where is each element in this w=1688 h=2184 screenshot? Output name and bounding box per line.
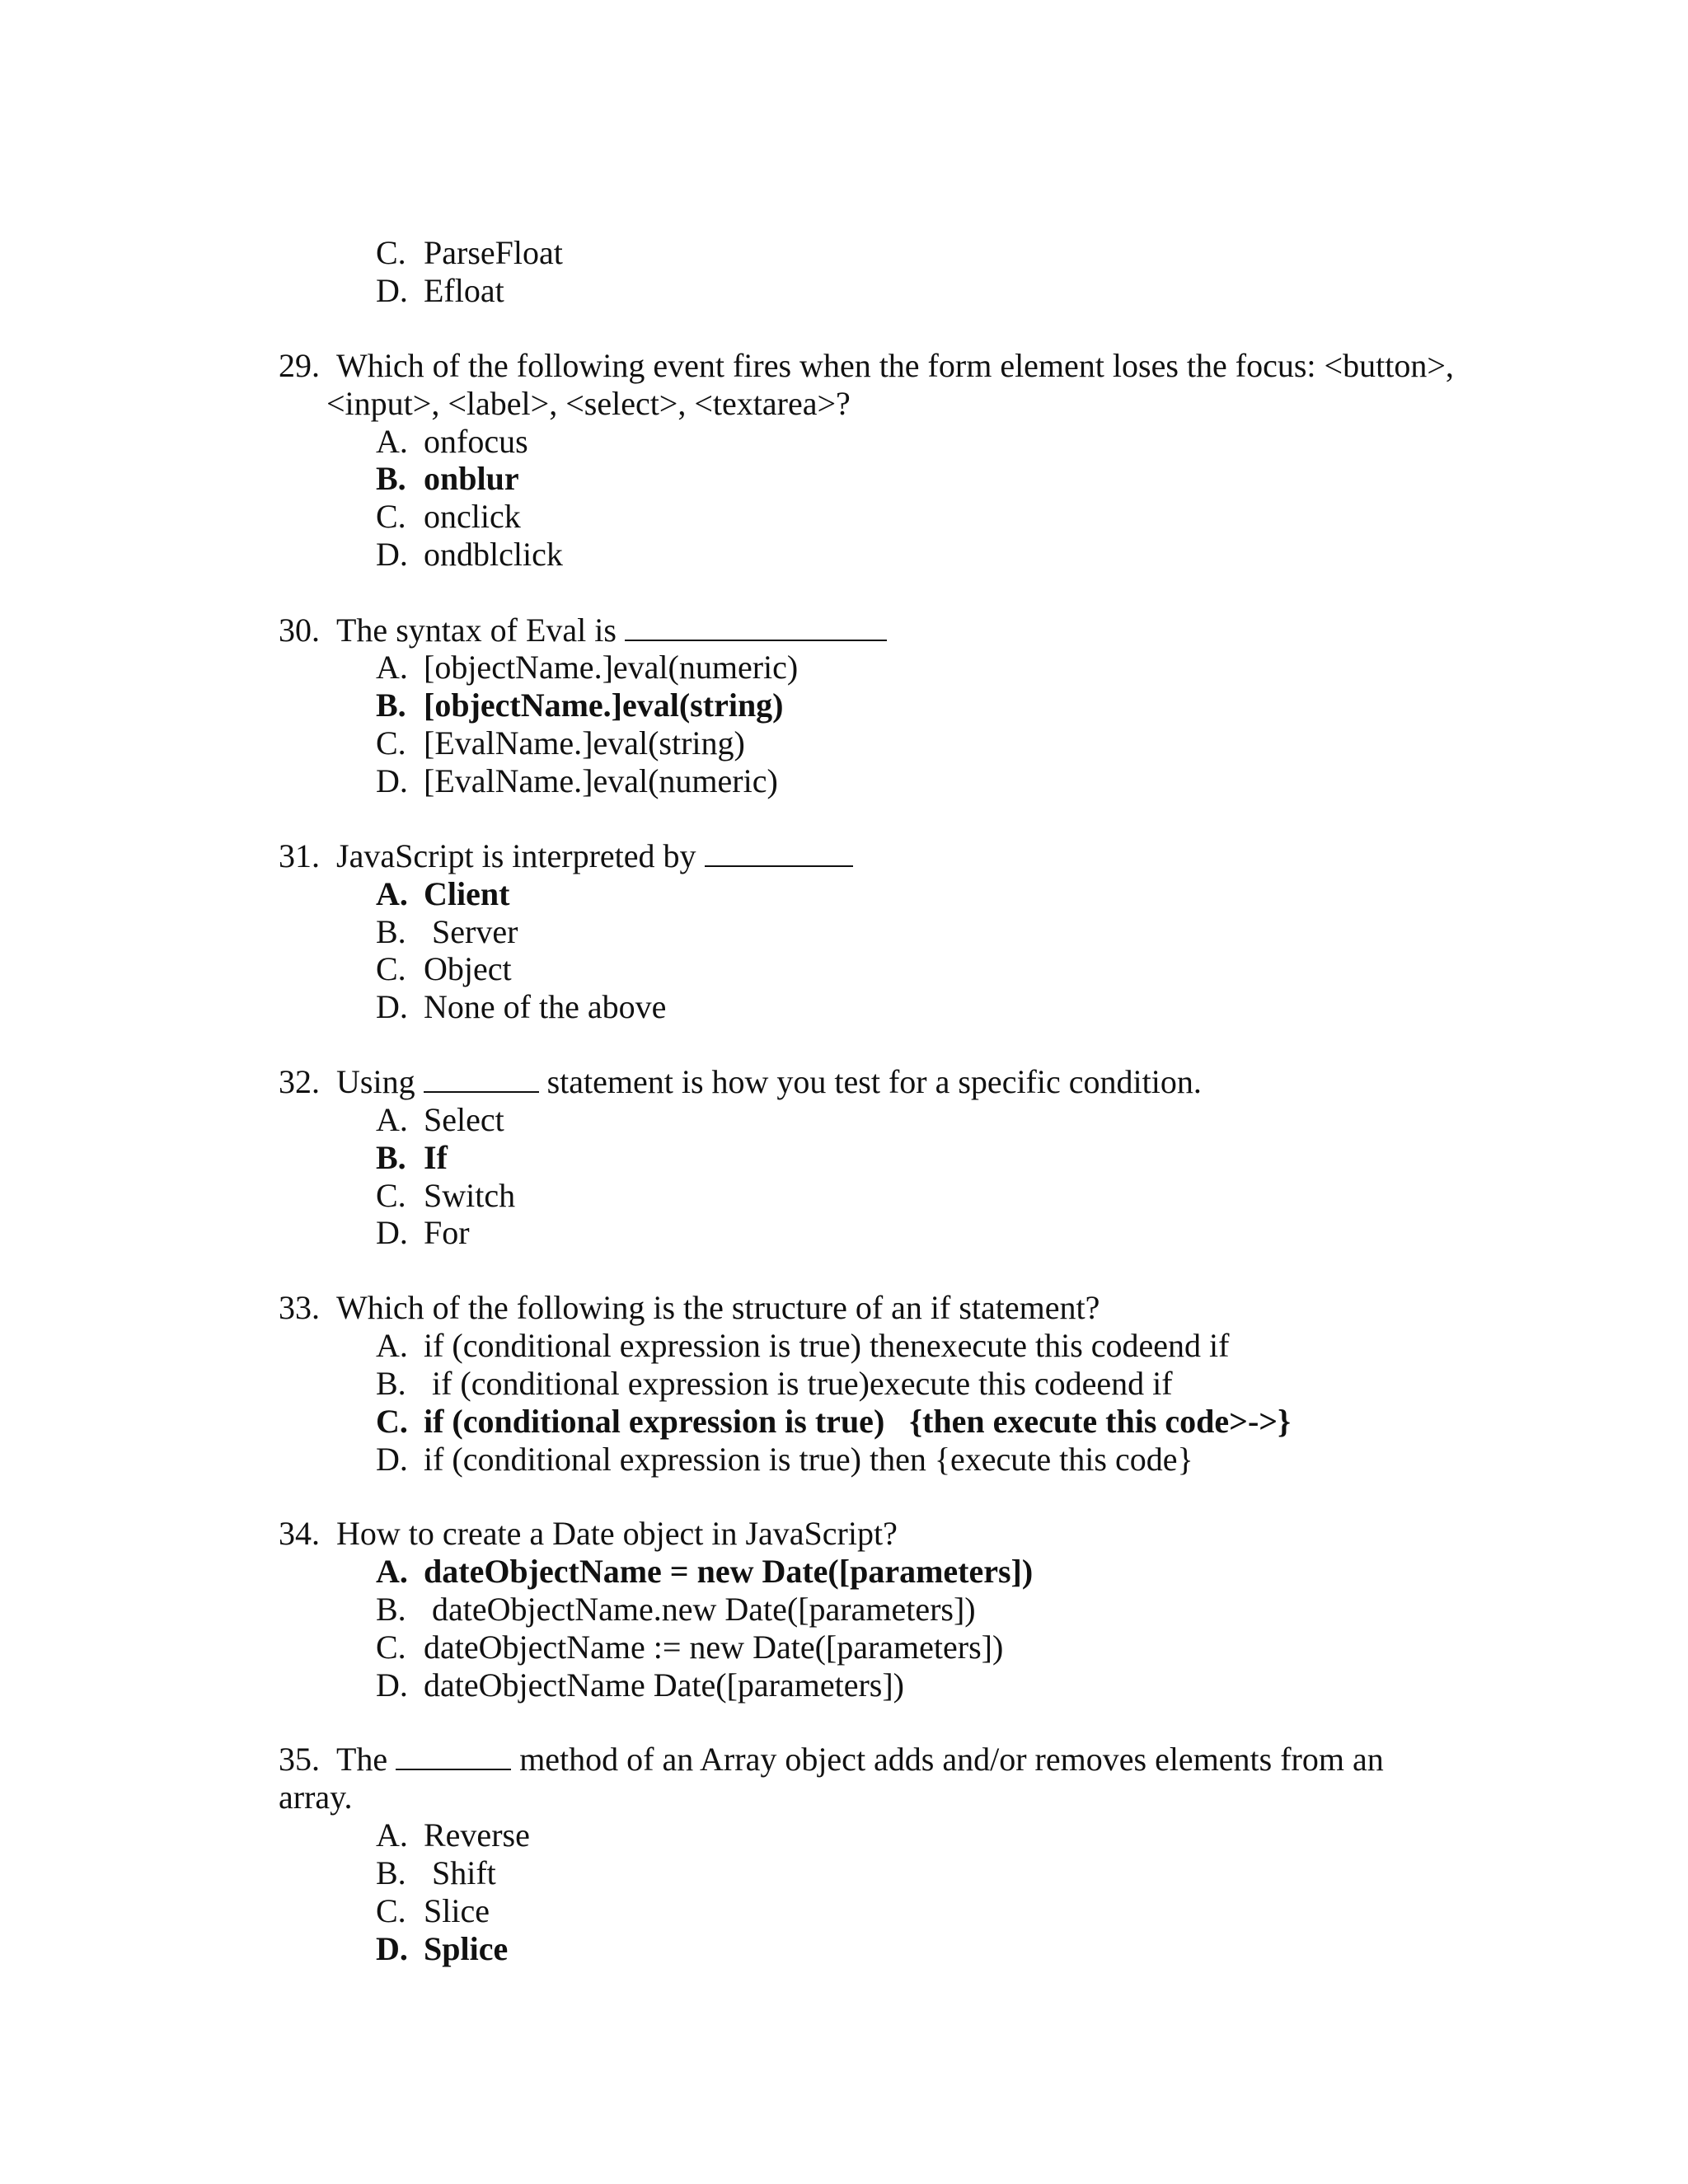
q35-option-b [343,1816,496,1891]
option-text: Efloat [424,272,504,309]
q34-option-b [343,1553,976,1628]
option-text: None of the above [424,988,667,1025]
q30-option-a [343,611,799,686]
option-letter: C. [376,498,406,535]
option-letter: C. [376,1177,406,1214]
option-letter: D. [376,988,408,1025]
option-letter: D. [376,1214,408,1251]
option-letter: D. [376,1666,408,1704]
q29-option-c [343,460,521,535]
question-text: <input>, <label>, <select>, <textarea>? [326,385,851,422]
q34-option-c [343,1591,1004,1666]
q29-option-d [343,498,563,573]
q33-option-d [343,1403,1193,1478]
option-text: Shift [424,1854,496,1891]
option-letter: A. [376,649,408,686]
question-text-after: statement is how you test for a specific condition. [546,1063,1202,1100]
option-text: Client [424,875,510,912]
q34-option-a-correct [343,1515,1034,1590]
q33-option-b [343,1327,1173,1402]
option-text: [objectName.]eval(numeric) [424,649,799,686]
option-letter: B. [376,1854,406,1891]
option-letter: B. [376,687,406,724]
option-letter: B. [376,1139,406,1176]
q30-option-c [343,687,745,762]
q35-option-c [343,1854,490,1929]
q32-option-b-correct [343,1101,448,1176]
q34-option-d [343,1629,904,1704]
option-text: dateObjectName := new Date([parameters]) [424,1629,1004,1666]
option-text: Server [424,913,518,950]
option-text: onfocus [424,423,528,460]
option-text: [objectName.]eval(string) [424,687,784,724]
option-letter: C. [376,1403,408,1440]
answer-blank [396,1741,511,1770]
option-text: For [424,1214,470,1251]
q32-option-d [343,1176,470,1251]
question-number: 29. [279,347,320,384]
option-letter: A. [376,423,408,460]
q30-stem [246,574,887,649]
q31-option-a-correct [343,837,510,912]
option-letter: B. [376,1591,406,1628]
question-text: How to create a Date object in JavaScript? [336,1515,898,1552]
question-number: 33. [279,1289,320,1326]
option-letter: B. [376,1365,406,1402]
option-letter: C. [376,950,406,987]
question-text: The syntax of Eval is [336,612,617,649]
option-letter: A. [376,1101,408,1138]
option-text: if (conditional expression is true)execute this codeend if [424,1365,1173,1402]
q35-option-a [343,1779,530,1854]
question-text-before: Using [336,1063,415,1100]
option-letter: C. [376,234,406,271]
option-text: ParseFloat [424,234,563,271]
q31-option-d [343,950,667,1025]
option-text: Object [424,950,512,987]
question-text: array. [279,1779,353,1816]
option-letter: D. [376,762,408,799]
option-text: [EvalName.]eval(numeric) [424,762,778,799]
question-number: 34. [279,1515,320,1552]
q35-option-d-correct [343,1892,509,1967]
option-text: onblur [424,460,519,497]
option-letter: D. [376,1930,408,1967]
option-letter: D. [376,1441,408,1478]
option-text: if (conditional expression is true) thenexecute this codeend if [424,1327,1230,1364]
q28-option-c [343,196,563,271]
option-text: If [424,1139,448,1176]
option-letter: A. [376,1553,408,1590]
q35-stem-continued [246,1741,353,1816]
q30-option-d [343,724,778,799]
option-text: Splice [424,1930,509,1967]
option-text: dateObjectName.new Date([parameters]) [424,1591,976,1628]
q33-option-a [343,1289,1230,1364]
option-text: ondblclick [424,536,563,573]
question-text-after: method of an Array object adds and/or removes elements from an [519,1741,1384,1778]
q33-option-c-correct [343,1365,1291,1440]
question-number: 30. [279,612,320,649]
option-text: Switch [424,1177,516,1214]
option-text: Slice [424,1892,490,1929]
option-text: dateObjectName Date([parameters]) [424,1666,904,1704]
q31-option-b [343,875,518,950]
q30-option-b-correct [343,649,784,724]
option-letter: A. [376,1816,408,1854]
option-letter: B. [376,460,406,497]
question-text-before: The [336,1741,388,1778]
q32-stem [246,1025,1202,1100]
option-text: Reverse [424,1816,530,1854]
answer-blank [705,837,853,867]
q29-stem-continued [293,347,851,422]
q34-stem [246,1477,898,1552]
option-text: dateObjectName = new Date([parameters]) [424,1553,1034,1590]
option-letter: C. [376,1629,406,1666]
q31-stem [246,799,853,874]
q28-option-d [343,234,504,309]
q32-option-a [343,1063,504,1138]
q32-option-c [343,1139,516,1214]
option-text: if (conditional expression is true) {then execute this code>->} [424,1403,1291,1440]
option-letter: C. [376,1892,406,1929]
option-text: [EvalName.]eval(string) [424,724,745,762]
question-text: Which of the following event fires when the form element loses the focus: <button>, [336,347,1454,384]
option-text: if (conditional expression is true) then {execute this code} [424,1441,1193,1478]
question-number: 32. [279,1063,320,1100]
q29-option-b-correct [343,422,519,497]
question-number: 35. [279,1741,320,1778]
option-letter: B. [376,913,406,950]
q29-option-a [343,385,528,460]
q31-option-c [343,912,512,987]
question-text: JavaScript is interpreted by [336,837,696,874]
q29-stem [246,309,1454,384]
option-letter: D. [376,536,408,573]
q35-stem [246,1703,1384,1778]
option-text: onclick [424,498,521,535]
q33-stem [246,1251,1100,1326]
question-text: Which of the following is the structure of an if statement? [336,1289,1100,1326]
option-letter: D. [376,272,408,309]
option-letter: C. [376,724,406,762]
option-letter: A. [376,1327,408,1364]
option-letter: A. [376,875,408,912]
question-number: 31. [279,837,320,874]
option-text: Select [424,1101,504,1138]
